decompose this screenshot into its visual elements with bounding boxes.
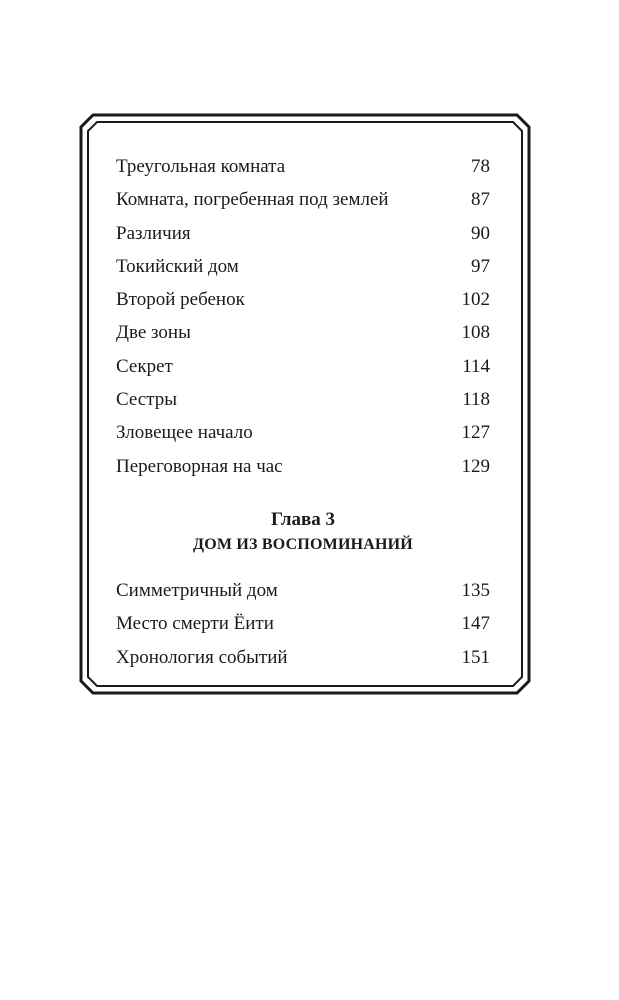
toc-entry xyxy=(116,283,490,316)
toc-entry-page: 108 xyxy=(461,322,490,344)
toc-entry-title: Место смерти Ёити xyxy=(116,613,274,635)
toc-entry xyxy=(116,383,490,416)
toc-entry-title: Переговорная на час xyxy=(116,455,283,477)
toc-entry-page: 135 xyxy=(461,579,490,601)
toc-entry-title: Различия xyxy=(116,222,191,244)
toc-entry-page: 127 xyxy=(461,422,490,444)
toc-entry-title: Зловещее начало xyxy=(116,422,253,444)
toc-entry-title: Симметричный дом xyxy=(116,579,278,601)
chapter-heading xyxy=(116,507,490,557)
toc-entry-title: Комната, погребенная под землей xyxy=(116,189,389,211)
toc-entry xyxy=(116,150,490,183)
toc-entry xyxy=(116,350,490,383)
toc-entry-title: Сестры xyxy=(116,389,178,411)
toc-entries-before xyxy=(116,150,490,483)
toc-entry xyxy=(116,574,490,607)
toc-entry-page: 90 xyxy=(471,222,490,244)
toc-entries-after xyxy=(116,574,490,674)
chapter-name: ДОМ ИЗ ВОСПОМИНАНИЙ xyxy=(193,535,413,553)
toc-entry xyxy=(116,183,490,216)
toc-entry xyxy=(116,416,490,449)
toc-entry xyxy=(116,450,490,483)
toc-entry xyxy=(116,641,490,674)
toc-entry-title: Второй ребенок xyxy=(116,289,245,311)
toc-entry-page: 147 xyxy=(461,613,490,635)
toc-entry-page: 97 xyxy=(471,255,490,277)
toc-entry-page: 114 xyxy=(462,355,490,377)
toc-entry xyxy=(116,250,490,283)
toc-entry-page: 102 xyxy=(461,289,490,311)
toc-entry-page: 118 xyxy=(462,389,490,411)
toc-entry-title: Токийский дом xyxy=(116,255,239,277)
toc-entry-page: 78 xyxy=(471,156,490,177)
toc-entry-page: 129 xyxy=(461,455,490,477)
toc-entry-title: Секрет xyxy=(116,355,173,377)
toc-entry xyxy=(116,316,490,349)
toc-entry-title: Треугольная комната xyxy=(116,156,286,177)
toc-entry xyxy=(116,217,490,250)
chapter-number: Глава 3 xyxy=(270,508,336,530)
toc-entry-title: Две зоны xyxy=(116,322,191,344)
toc-entry-title: Хронология событий xyxy=(116,646,288,668)
toc-entry-page: 87 xyxy=(471,189,490,211)
table-of-contents xyxy=(116,150,490,674)
toc-entry-page: 151 xyxy=(461,646,490,668)
toc-entry xyxy=(116,607,490,640)
